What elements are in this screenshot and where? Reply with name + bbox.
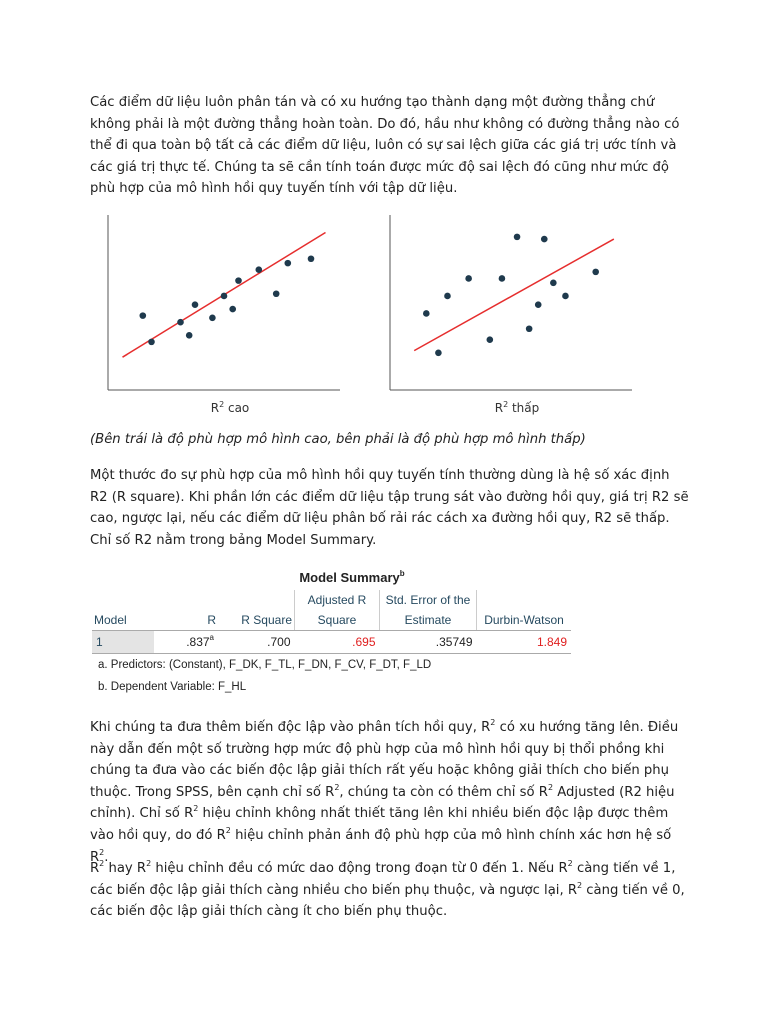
data-point [535,301,542,308]
cell-durbin-watson: 1.849 [477,631,572,654]
regression-line [414,239,614,351]
data-point [221,293,228,300]
data-point [177,319,184,326]
scatter-low-svg [382,215,632,415]
intro-paragraph: Các điểm dữ liệu luôn phân tán và có xu hướng tạo thành dạng một đường thẳng chứ không phải là một đường thẳng hoàn toàn. Do đó, hầu như không có đường thẳng nào có thể đi qua toàn bộ tất cả các điểm dữ liệu, luôn có sự sai lệch giữa các giá trị ước tính và các giá trị thực tế. Chúng ta sẽ cần tính toán được mức độ sai lệch đó cũng như mức độ phù hợp của mô hình hồi quy tuyến tính với tập dữ liệu. [90,95,680,197]
cell-r: .837$^a$ [154,631,218,654]
cell-std-error: .35749 [380,631,477,654]
figure-caption: (Bên trái là độ phù hợp mô hình cao, bên phải là độ phù hợp mô hình thấp) [90,432,586,447]
col-model: Model [92,590,154,631]
scatter-plot-high-r2 [100,215,340,415]
col-adjusted-r-square: Adjusted R Square [295,590,380,631]
data-point [465,275,472,282]
data-point [562,293,569,300]
col-r-square: R Square [218,590,295,631]
model-summary-table [92,566,582,698]
col-durbin-watson: Durbin-Watson [477,590,572,631]
data-point [148,339,155,346]
data-point [487,336,494,343]
data-point [308,255,315,262]
data-point [541,236,548,243]
data-point [423,310,430,317]
data-point [514,234,521,241]
adjusted-r2-paragraph: Khi chúng ta đưa thêm biến độc lập vào phân tích hồi quy, $R^2$ có xu hướng tăng lên. Điều này dẫn đến một số trường hợp mức độ phù hợp của mô hình hồi quy bị thổi phồng khi chúng ta đưa vào các biến độc lập giải thích rất yếu hoặc không giải thích cho biến phụ thuộc. Trong SPSS, bên cạnh chỉ số $R^2$, chúng ta còn có thêm chỉ số $R^2$ Adjusted (R2 hiệu chỉnh). Chỉ số $R^2$ hiệu chỉnh không nhất thiết tăng lên khi nhiều biến độc lập được thêm vào hồi quy, do đó $R^2$ hiệu chỉnh phản ánh độ phù hợp của mô hình chính xác hơn hệ số $R^2$. [90,718,679,865]
scatter-high-svg [100,215,340,415]
data-point [186,332,193,339]
table-title: Model Summary$^b$ [299,569,405,585]
cell-adjusted-r-square: .695 [295,631,380,654]
table-note-b: b. Dependent Variable: F_HL [98,681,247,693]
data-point [235,277,242,284]
data-point [256,266,263,273]
table-header-row [92,590,571,631]
data-point [550,280,557,287]
data-point [499,275,506,282]
data-point [140,312,147,319]
col-std-error: Std. Error of the Estimate [380,590,477,631]
data-point [592,269,599,276]
x-axis-label: $R^2$ cao [210,400,250,415]
table-row [92,631,571,654]
data-point [209,315,216,322]
data-point [285,260,292,267]
r2-range-paragraph: $R^2$ hay $R^2$ hiệu chỉnh đều có mức dao động trong đoạn từ 0 đến 1. Nếu $R^2$ càng tiến về 1, các biến độc lập giải thích càng nhiều cho biến phụ thuộc, và ngược lại, $R^2$ càng tiến về 0, các biến độc lập giải thích càng ít cho biến phụ thuộc. [90,859,685,920]
data-point [444,293,451,300]
cell-r-square: .700 [218,631,295,654]
table-note-a: a. Predictors: (Constant), F_DK, F_TL, F_DN, F_CV, F_DT, F_LD [98,659,432,671]
data-point [192,301,199,308]
data-point [435,350,442,357]
data-point [273,290,280,297]
data-point [229,306,236,313]
r2-explanation-paragraph: Một thước đo sự phù hợp của mô hình hồi quy tuyến tính thường dùng là hệ số xác định R2 (R square). Khi phần lớn các điểm dữ liệu tập trung sát vào đường hồi quy, giá trị R2 sẽ cao, ngược lại, nếu các điểm dữ liệu phân bố rải rác cách xa đường hồi quy, R2 sẽ thấp. Chỉ số R2 nằm trong bảng Model Summary. [90,468,689,548]
col-r: R [154,590,218,631]
x-axis-label: $R^2$ thấp [494,400,540,415]
scatter-plot-low-r2 [382,215,632,415]
cell-model: 1 [92,631,154,654]
data-point [526,325,533,332]
